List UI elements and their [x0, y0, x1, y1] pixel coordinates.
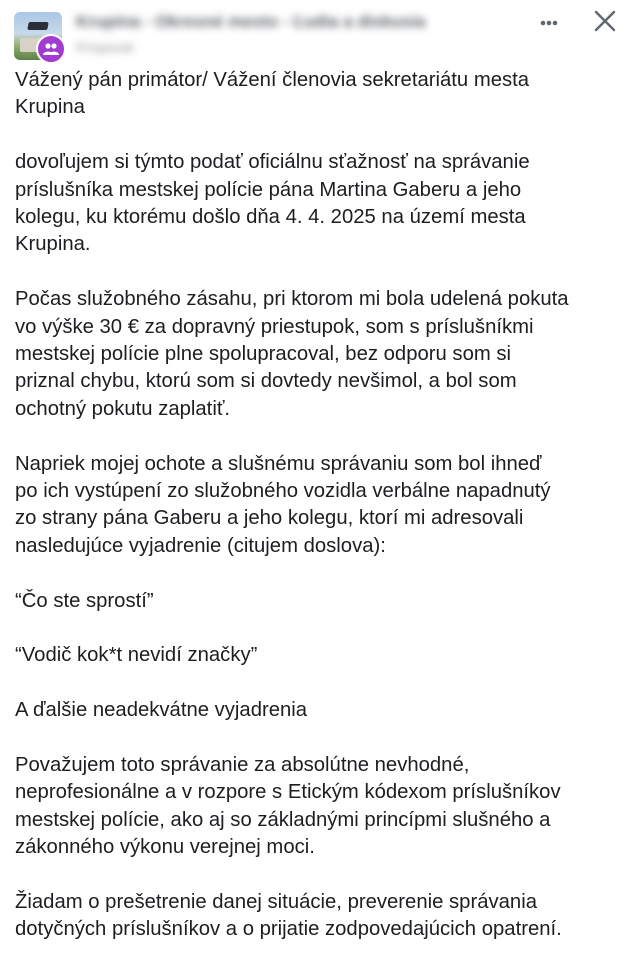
request-paragraph: Žiadam o prešetrenie danej situácie, preverenie správania dotyčných príslušníkov a o prijatie zodpovedajúcich opatrení. — [15, 891, 562, 941]
assessment-paragraph: Považujem toto správanie za absolútne nevhodné, neprofesionálne a v rozpore s Etickým kódexom príslušníkov mestskej polície, ako aj so základnými princípmi slušného a zákonného výkonu verejnej moci. — [15, 754, 561, 859]
incident-paragraph: Počas služobného zásahu, pri ktorom mi bola udelená pokuta vo výške 30 € za dopravný priestupok, som s príslušníkmi mestskej polície plne spolupracoval, bez odporu som si priznal chybu, ktorú som si dovtedy nevšimol, a bol som ochotný pokutu zaplatiť. — [15, 288, 569, 420]
post-meta[interactable]: Príspevok — [76, 40, 134, 55]
quote-paragraph: “Vodič kok*t nevidí značky” — [15, 644, 258, 667]
more-horizontal-icon — [532, 8, 566, 36]
greeting-paragraph: Vážený pán primátor/ Vážení členovia sekretariátu mesta Krupina — [15, 69, 530, 119]
verbal-attack-paragraph: Napriek mojej ochote a slušnému správaniu som bol ihneď po ich vystúpení zo služobného vozidla verbálne napadnutý zo strany pána Gaberu a jeho kolegu, ktorí mi adresovali nasledujúce vyjadrenie (citujem doslova): — [15, 452, 551, 557]
page-name[interactable]: Krupina - Okresné mesto - Ľudia a diskusia — [76, 12, 426, 31]
further-remarks-paragraph: A ďalšie neadekvátne vyjadrenia — [15, 699, 308, 722]
avatar-image-detail — [27, 22, 48, 30]
quote-paragraph: “Čo ste sprostí” — [15, 589, 154, 612]
group-icon — [36, 34, 66, 64]
more-options-button[interactable] — [532, 8, 566, 36]
close-button[interactable] — [588, 6, 622, 38]
close-icon — [588, 6, 622, 38]
post-text — [15, 67, 621, 971]
post-header — [0, 0, 629, 66]
intro-paragraph: dovoľujem si týmto podať oficiálnu sťažnosť na správanie príslušníka mestskej polície pána Martina Gaberu a jeho kolegu, ku ktorému došlo dňa 4. 4. 2025 na území mesta Krupina. — [15, 151, 530, 256]
